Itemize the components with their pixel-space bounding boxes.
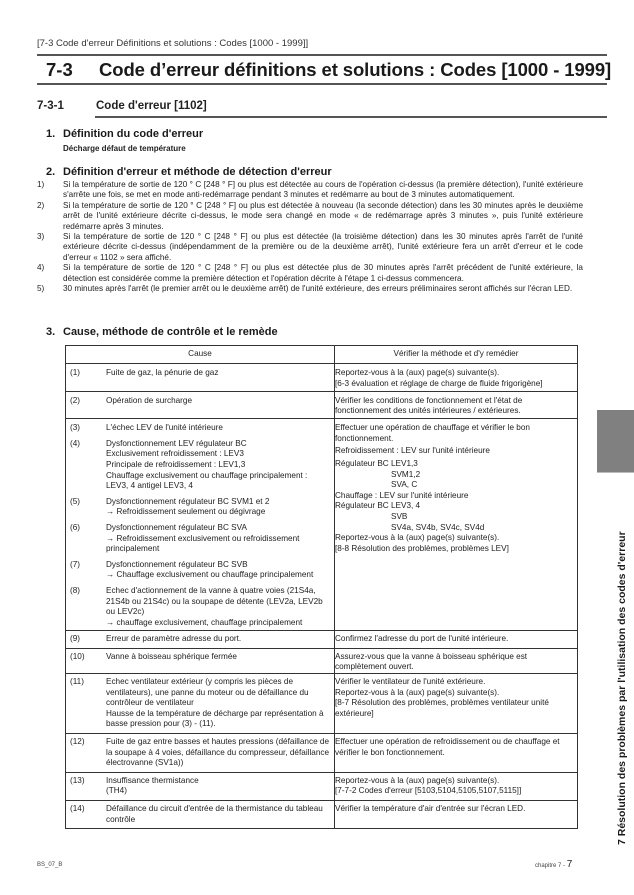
list-item-number: 1) [37,180,45,189]
remedy-text: Vérifier la température d'air d'entrée sur l'écran LED. [335,804,526,813]
list-item-number: 5) [37,284,45,294]
remedy-text: Reportez-vous à la (aux) page(s) suivante(s). [335,687,500,697]
cause-number: (1) [70,368,81,377]
remedy-cell [335,391,578,419]
rule-section-bottom [95,116,607,118]
section3-title: Cause, méthode de contrôle et le remède [63,326,278,338]
cause-text: → Chauffage exclusivement ou chauffage principalement [106,570,314,580]
remedy-text: Effectuer une opération de chauffage et vérifier le bon fonctionnement. [335,423,530,443]
cause-text: → Refroidissement seulement ou dégivrage [106,507,266,517]
cause-text: Chauffage exclusivement ou chauffage principalement : LEV3, 4 antigel LEV3, 4 [106,470,308,491]
chapter-side-title: 7 Résolution des problèmes par l'utilisation des codes d'erreur [616,531,628,845]
chapter-heading-title: Code d’erreur définitions et solutions : Codes [1000 - 1999] [99,59,612,80]
remedy-text: SVA, C [391,480,418,490]
cause-text: Hausse de la température de décharge par représentation à basse pression pour (3) - (11). [106,708,324,729]
table-row [66,801,578,829]
cause-item [66,560,334,581]
section2-number: 2. [46,166,56,178]
section3-heading [0,326,634,340]
cause-text: Fuite de gaz, la pénurie de gaz [106,368,219,377]
table-row [66,648,578,673]
remedy-text: Refroidissement : LEV sur l'unité intérieure [335,446,490,456]
cause-cell [66,674,335,734]
list-item-text: 30 minutes après l'arrêt (le premier arrêt ou le deuxième arrêt) de l'unité extérieure, des erreurs préliminaires seront affichés sur l'écran LED. [63,284,573,294]
cause-number: (4) [70,438,81,448]
section2-title: Définition d'erreur et méthode de détection d'erreur [63,166,332,178]
cause-cell [66,648,335,673]
table-header-row [66,346,578,364]
column-header-cause: Cause [66,346,335,364]
remedy-text: Reportez-vous à la (aux) page(s) suivante(s). [335,368,500,377]
cause-item [66,586,334,628]
cause-cell [66,391,335,419]
cause-text: → Refroidissement exclusivement ou refroidissement principalement [106,533,300,554]
cause-number: (12) [70,737,85,747]
cause-number: (11) [70,677,84,687]
list-item-text: Si la température de sortie de 120 ° C [248 ° F] ou plus est détectée (la troisième détection) dans les 30 minutes après l'arrêt de l'unité extérieure décrite ci-dessus (indépendamment de la première ou de la deuxième arrêt), l'unité extérieure fera un arrêt d'erreur et le code d'erreur « 1102 » sera affiché. [63,232,583,262]
remedy-text: SV4a, SV4b, SV4c, SV4d [391,522,485,532]
remedy-cell [335,648,578,673]
remedy-cell [335,734,578,773]
remedy-cell [335,364,578,392]
cause-text: Erreur de paramètre adresse du port. [106,634,242,644]
table-row [66,772,578,800]
cause-item [66,677,334,730]
cause-text: Vanne à boisseau sphérique fermée [106,651,237,661]
cause-number: (9) [70,634,81,644]
remedy-text: Confirmez l'adresse du port de l'unité intérieure. [335,634,509,644]
cause-text: (TH4) [106,786,127,796]
cause-text: Fuite de gaz entre basses et hautes pressions (défaillance de la soupape à 4 voies, défaillance du compresseur, défaillance électrovanne (SV1a)) [106,737,330,768]
cause-text: Opération de surcharge [106,395,193,405]
cause-text: Dysfonctionnement régulateur BC SVB [106,559,248,569]
remedy-text: Reportez-vous à la (aux) page(s) suivante(s). [335,533,500,543]
running-head: [7-3 Code d'erreur Définitions et solutions : Codes [1000 - 1999]] [37,38,309,49]
remedy-text: Régulateur BC LEV1,3 [335,458,418,468]
list-item [37,232,583,263]
remedy-text: [7-7-2 Codes d'erreur [5103,5104,5105,5107,5115]] [335,786,522,796]
cause-item [66,368,334,379]
table-row [66,631,578,649]
cause-text: Echec d'actionnement de la vanne à quatre voies (21S4a, 21S4b ou 21S4c) ou la soupape de détente (LEV2a, LEV2b ou LEV2c) [106,585,323,617]
remedy-cell [335,772,578,800]
remedy-text: SVB [391,511,408,521]
cause-text: Exclusivement refroidissement : LEV3 [106,449,244,459]
remedy-text: [6-3 évaluation et réglage de charge de fluide frigorigène] [335,378,543,388]
page-number: 7 [566,859,573,870]
cause-number: (14) [70,804,85,813]
table-body [66,364,578,829]
list-item [37,284,583,294]
rule-top [37,54,607,56]
footer-doc-code: BS_07_B [37,862,63,868]
list-item [37,180,583,201]
remedy-text: SVM1,2 [391,469,421,479]
section-heading-title: Code d'erreur [1102] [96,100,207,112]
section1-heading [0,128,634,142]
section-heading-number: 7-3-1 [37,100,64,112]
list-item-number: 3) [37,232,45,242]
remedy-cell [335,801,578,829]
cause-item [66,804,334,825]
cause-item [66,652,334,663]
footer-chapter-label: chapitre 7 - [535,863,567,869]
remedy-text: Vérifier les conditions de fonctionnement et l'état de fonctionnement des unités intérieures / extérieures. [335,395,523,416]
cause-text: Dysfonctionnement LEV régulateur BC [106,438,247,448]
list-item [37,263,583,284]
cause-text: Echec ventilateur extérieur (y compris les pièces de ventilateurs), une panne du moteur ou de défaillance du contrôleur de ventilateur [106,677,309,708]
rule-chapter-bottom [37,83,607,85]
cause-cell [66,364,335,392]
cause-item [66,497,334,518]
cause-item [66,439,334,492]
remedy-cell [335,419,578,631]
footer-page [535,859,572,870]
detection-list [37,180,583,294]
cause-number: (8) [70,585,81,595]
cause-text: → chauffage exclusivement, chauffage principalement [106,617,303,627]
cause-number: (10) [70,651,85,661]
cause-text: Principale de refroidissement : LEV1,3 [106,459,246,469]
remedy-text: Effectuer une opération de refroidissement ou de chauffage et vérifier le bon fonctionnement. [335,737,560,757]
remedy-text: Vérifier le ventilateur de l'unité extérieure. [335,677,486,687]
cause-number: (5) [70,496,81,506]
cause-number: (6) [70,522,81,532]
cause-remedy-table [65,345,578,829]
cause-number: (13) [70,775,85,785]
cause-cell [66,419,335,631]
list-item-text: Si la température de sortie de 120 ° C [248 ° F] ou plus est détectée plus de 30 minutes après l'arrêt précédent de l'unité extérieure, la détection est considérée comme la première détection et l'opération décrite à l'étape 1 ci-dessus commencera. [63,263,583,283]
cause-number: (7) [70,559,81,569]
cause-text: Défaillance du circuit d'entrée de la thermistance du tableau contrôle [106,804,323,824]
remedy-cell [335,631,578,649]
list-item-text: Si la température de sortie de 120 ° C [248 ° F] ou plus est détectée au cours de l'opération ci-dessus (la première détection), l'unité extérieure s'arrête une fois, se met en mode anti-redémarrage pendant 3 minutes et redémarre au bout de 3 minutes automatiquement. [63,180,583,200]
cause-item [66,737,334,769]
remedy-text: Chauffage : LEV sur l'unité intérieure [335,490,469,500]
cause-item [66,423,334,434]
cause-text: L'échec LEV de l'unité intérieure [106,423,223,433]
cause-cell [66,801,335,829]
cause-item [66,634,334,645]
remedy-text: Assurez-vous que la vanne à boisseau sphérique est complètement ouvert. [335,651,528,672]
remedy-text: [8-8 Résolution des problèmes, problèmes LEV] [335,543,509,553]
list-item-number: 2) [37,200,45,210]
table-row [66,734,578,773]
cause-item [66,523,334,555]
cause-item [66,776,334,797]
cause-cell [66,631,335,649]
cause-text: Insuffisance thermistance [106,775,199,785]
chapter-tab [597,410,634,473]
list-item [37,201,583,232]
column-header-remedy: Vérifier la méthode et d'y remédier [335,346,578,364]
remedy-text: Reportez-vous à la (aux) page(s) suivante(s). [335,775,500,785]
list-item-number: 4) [37,263,45,273]
table-row [66,364,578,392]
cause-number: (3) [70,423,81,433]
section1-subtitle: Décharge défaut de température [63,144,186,153]
list-item-text: Si la température de sortie de 120 ° C [248 ° F] ou plus est détectée à nouveau (la seconde détection) dans les 30 minutes après le deuxième arrêt de l'unité extérieure décrite ci-dessus, le mode sera changé en mode « de redémarrage après 3 minutes », puis l'unité extérieure redémarre après 3 minutes. [63,200,583,231]
remedy-text: Régulateur BC LEV3, 4 [335,501,421,511]
chapter-heading-number: 7-3 [46,59,73,80]
table-row [66,674,578,734]
remedy-text: [8-7 Résolution des problèmes, problèmes ventilateur unité extérieure] [335,698,549,718]
remedy-cell [335,674,578,734]
cause-cell [66,734,335,773]
cause-number: (2) [70,395,81,405]
section3-number: 3. [46,326,56,338]
cause-text: Dysfonctionnement régulateur BC SVM1 et 2 [106,496,270,506]
cause-text: Dysfonctionnement régulateur BC SVA [106,522,247,532]
cause-cell [66,772,335,800]
section2-heading [0,166,634,180]
section1-number: 1. [46,128,56,140]
cause-item [66,396,334,407]
table-row [66,391,578,419]
section1-title: Définition du code d'erreur [63,128,204,140]
table-row [66,419,578,631]
